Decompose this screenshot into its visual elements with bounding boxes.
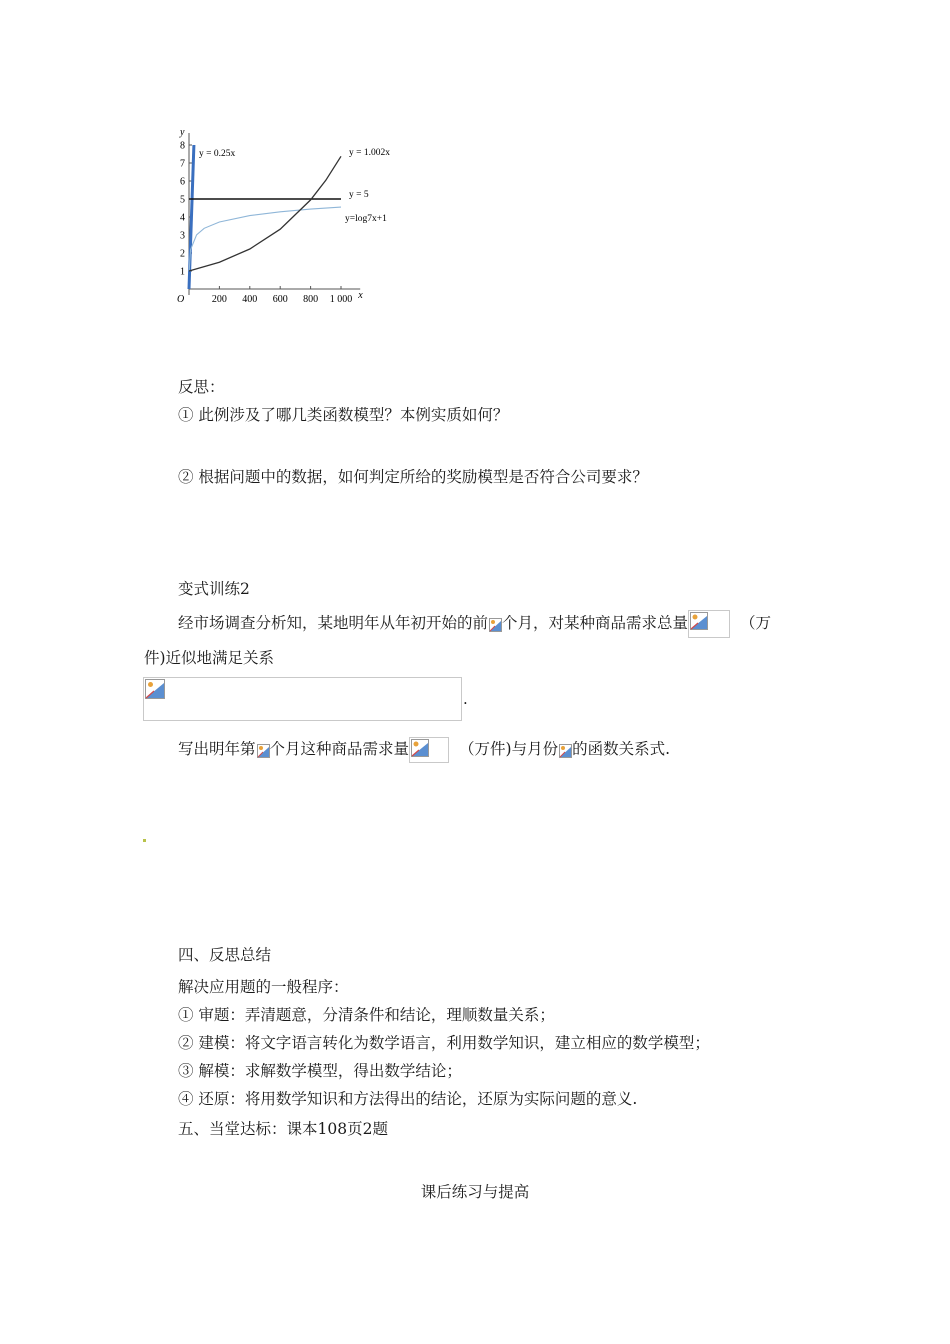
y-tick-label: 2 (180, 248, 185, 260)
broken-image-icon (558, 743, 572, 758)
reflection-question-1: ① 此例涉及了哪几类函数模型？本例实质如何？ (178, 406, 509, 424)
x-tick-label: 800 (303, 294, 319, 305)
summary-intro: 解决应用题的一般程序： (178, 978, 349, 996)
x-tick-label: 200 (211, 294, 227, 305)
y-axis-label: y (180, 127, 185, 138)
y-tick-label: 1 (180, 266, 185, 278)
y-tick-label: 4 (180, 212, 185, 224)
formula-period: . (463, 690, 468, 708)
text-segment: 个月，对某种商品需求总量 (502, 614, 689, 632)
series-label: y = 5 (349, 190, 369, 200)
variant-paragraph-line-2: 件)近似地满足关系 (144, 649, 275, 667)
variant-paragraph-line-3 (178, 737, 670, 763)
summary-step-2: ② 建模：将文字语言转化为数学语言，利用数学知识，建立相应的数学模型； (178, 1034, 710, 1052)
text-segment: 个月这种商品需求量 (269, 740, 410, 758)
broken-image-icon (488, 617, 502, 632)
summary-title: 四、反思总结 (178, 946, 272, 964)
stray-dot (143, 839, 146, 842)
x-tick-label: 400 (242, 294, 258, 305)
broken-image-icon (256, 743, 270, 758)
y-tick-label: 8 (180, 140, 185, 152)
formula-image-placeholder (688, 610, 730, 638)
text-segment: 的函数关系式. (572, 740, 671, 758)
formula-image-placeholder-large (143, 677, 462, 721)
text-segment: 写出明年第 (178, 740, 256, 758)
text-segment: 经市场调查分析知，某地明年从年初开始的前 (178, 614, 489, 632)
variant-title: 变式训练2 (178, 580, 250, 598)
chart-series-labels (199, 148, 390, 224)
series-label: y = 1.002x (349, 148, 390, 158)
reflection-question-2: ② 根据问题中的数据，如何判定所给的奖励模型是否符合公司要求？ (178, 468, 648, 486)
origin-label: O (177, 294, 185, 305)
y-tick-label: 5 (180, 194, 185, 206)
series-label: y=log7x+1 (345, 214, 387, 224)
variant-paragraph-line-1 (178, 610, 771, 638)
y-tick-label: 6 (180, 176, 185, 188)
function-graph (165, 125, 425, 315)
after-class-heading: 课后练习与提高 (420, 1183, 530, 1201)
x-axis-label: x (358, 290, 363, 301)
series-label: y = 0.25x (199, 149, 236, 159)
x-tick-label: 1 000 (329, 294, 353, 305)
x-tick-label: 600 (272, 294, 288, 305)
formula-image-placeholder (409, 737, 449, 763)
chart-ticks (180, 141, 352, 306)
chart-series (189, 145, 341, 289)
y-tick-label: 3 (180, 230, 185, 242)
summary-step-3: ③ 解模：求解数学模型，得出数学结论； (178, 1062, 462, 1080)
text-segment: （万 (740, 614, 772, 632)
summary-step-4: ④ 还原：将用数学知识和方法得出的结论，还原为实际问题的意义. (178, 1090, 638, 1108)
reflection-title: 反思： (178, 378, 225, 396)
summary-step-1: ① 审题：弄清题意，分清条件和结论，理顺数量关系； (178, 1006, 555, 1024)
y-tick-label: 7 (180, 158, 185, 170)
text-segment: （万件)与月份 (459, 740, 559, 758)
practice-line: 五、当堂达标：课本108页2题 (178, 1120, 388, 1138)
